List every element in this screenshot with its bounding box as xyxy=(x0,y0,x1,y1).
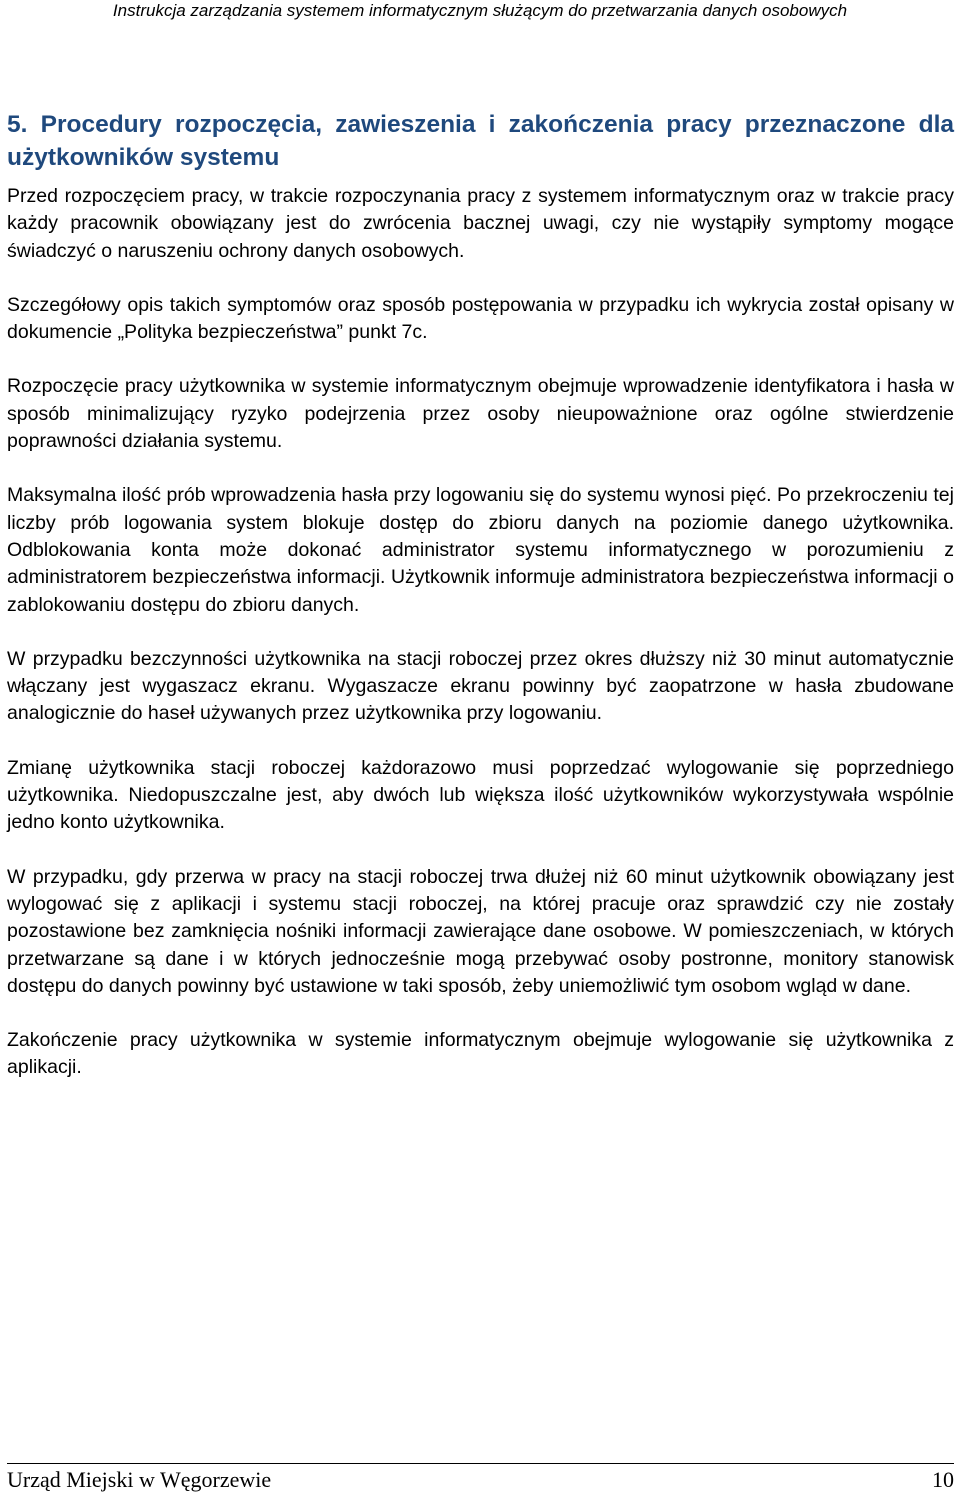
running-header: Instrukcja zarządzania systemem informatycznym służącym do przetwarzania danych osobowych xyxy=(112,1,848,20)
paragraph-7: W przypadku, gdy przerwa w pracy na stacji roboczej trwa dłużej niż 60 minut użytkownik obowiązany jest wylogować się z aplikacji i systemu stacji roboczej, na której pracuje oraz sprawdzić czy nie zostały pozostawione bez zamknięcia nośniki informacji zawierające dane osobowe. W pomieszczeniach, w których przetwarzane są dane i w których jednocześnie mogą przebywać osoby postronne, monitory stanowisk dostępu do danych powinny być ustawione w taki sposób, żeby uniemożliwić tym osobom wgląd w dane. xyxy=(7,865,954,997)
paragraph-8: Zakończenie pracy użytkownika w systemie informatycznym obejmuje wylogowanie się użytkownika z aplikacji. xyxy=(7,1029,954,1079)
paragraph-2: Szczegółowy opis takich symptomów oraz sposób postępowania w przypadku ich wykrycia został opisany w dokumencie „Polityka bezpieczeństwa” punkt 7c. xyxy=(7,293,954,344)
footer-page-number: 10 xyxy=(932,1467,954,1492)
page-body xyxy=(7,108,954,1109)
paragraph-4: Maksymalna ilość prób wprowadzenia hasła przy logowaniu się do systemu wynosi pięć. Po przekroczeniu tej liczby prób logowania system blokuje dostęp do zbioru danych na poziomie danego użytkownika. Odblokowania konta może dokonać administrator systemu informatycznego w porozumieniu z administratorem bezpieczeństwa informacji. Użytkownik informuje administratora bezpieczeństwa informacji o zablokowaniu dostępu do zbioru danych. xyxy=(7,484,954,616)
paragraph-3: Rozpoczęcie pracy użytkownika w systemie informatycznym obejmuje wprowadzenie identyfikatora i hasła w sposób minimalizujący ryzyko podejrzenia przez osoby nieupoważnione oraz ogólne stwierdzenie poprawności działania systemu. xyxy=(7,375,954,453)
footer-organization: Urząd Miejski w Węgorzewie xyxy=(7,1467,272,1492)
paragraph-5: W przypadku bezczynności użytkownika na stacji roboczej przez okres dłuższy niż 30 minut automatycznie włączany jest wygaszacz ekranu. Wygaszacze ekranu powinny być zaopatrzone w hasła zbudowane analogicznie do haseł używanych przez użytkownika przy logowaniu. xyxy=(7,647,954,725)
paragraph-1: Przed rozpoczęciem pracy, w trakcie rozpoczynania pracy z systemem informatycznym oraz w trakcie pracy każdy pracownik obowiązany jest do zwrócenia bacznej uwagi, czy nie wystąpiły symptomy mogące świadczyć o naruszeniu ochrony danych osobowych. xyxy=(7,185,954,262)
paragraph-6: Zmianę użytkownika stacji roboczej każdorazowo musi poprzedzać wylogowanie się poprzedniego użytkownika. Niedopuszczalne jest, aby dwóch lub większa ilość użytkowników wykorzystywała wspólnie jedno konto użytkownika. xyxy=(7,756,954,834)
section-heading: 5. Procedury rozpoczęcia, zawieszenia i zakończenia pracy przeznaczone dla użytkowników systemu xyxy=(7,111,954,171)
running-footer xyxy=(7,1463,954,1494)
